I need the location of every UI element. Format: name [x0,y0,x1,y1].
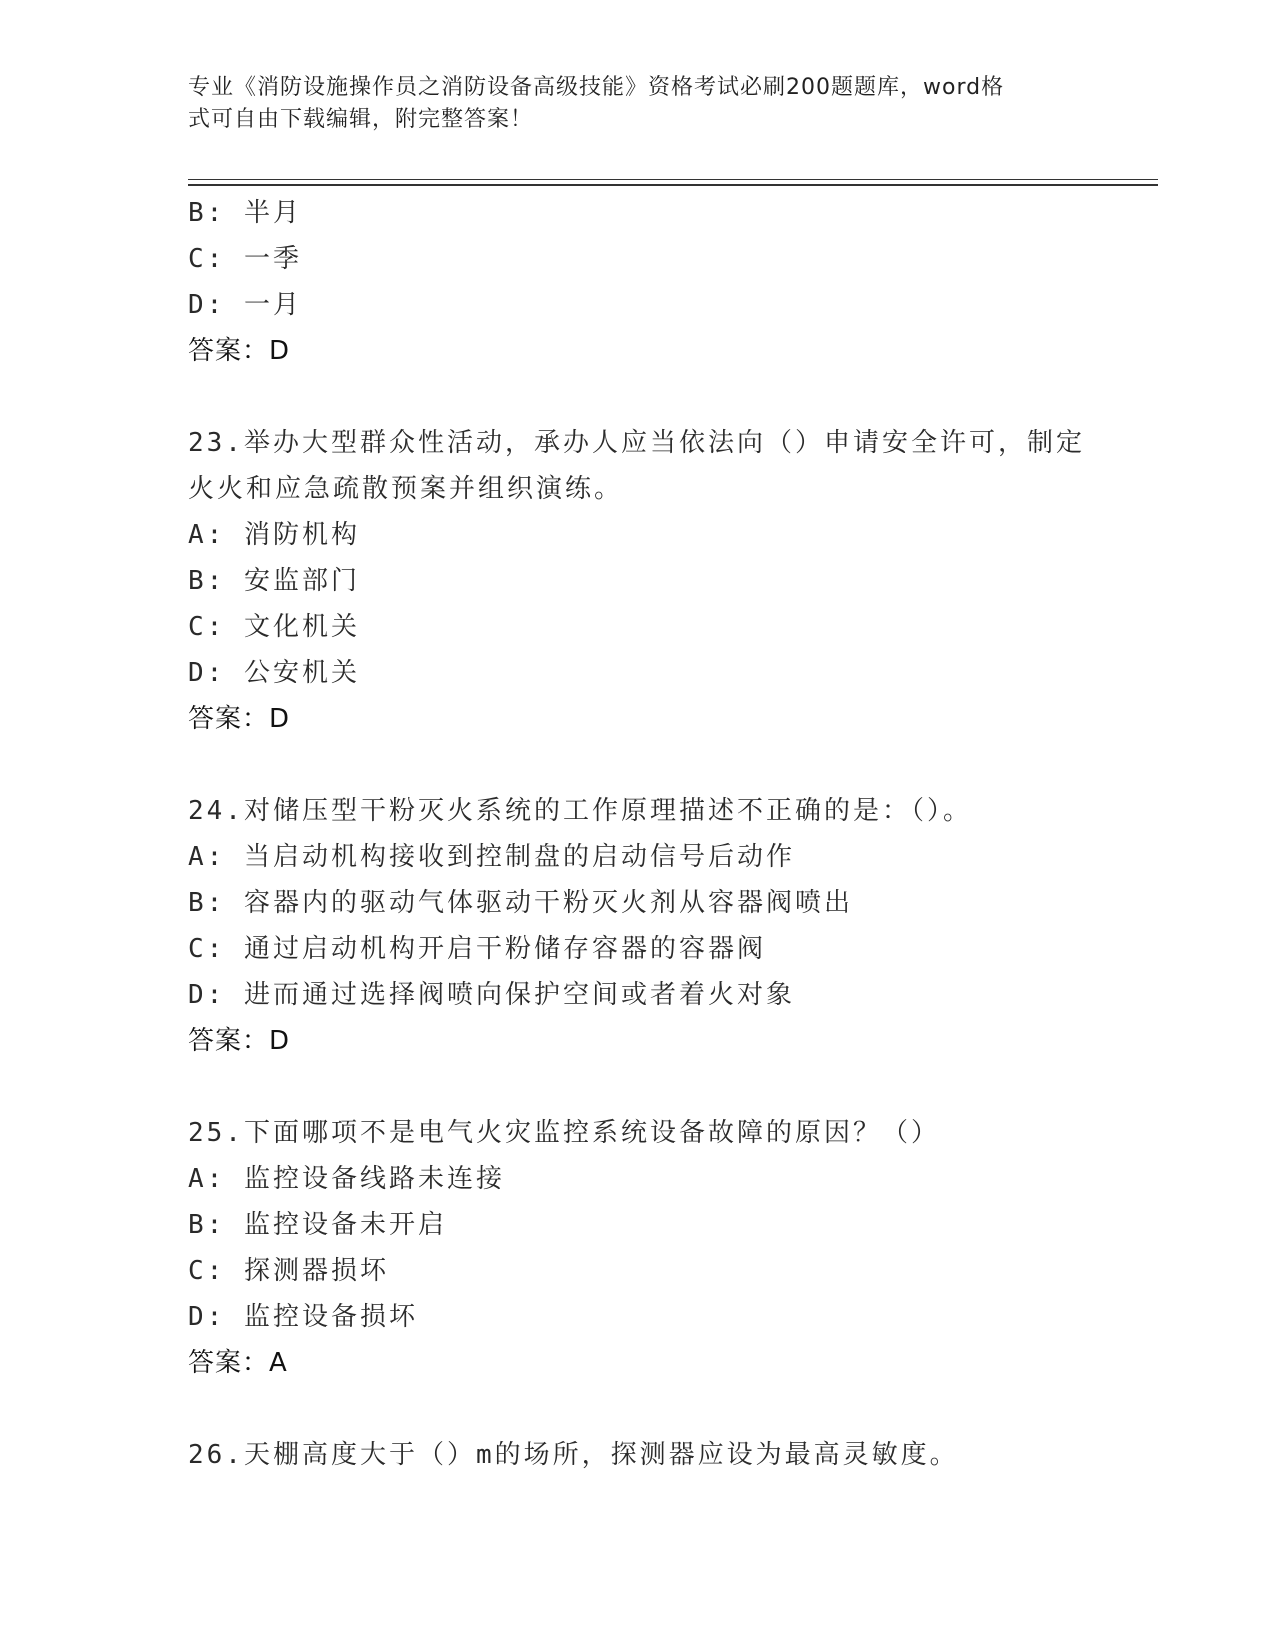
option-d: D: 公安机关 [188,658,360,688]
option-a: A: 当启动机构接收到控制盘的启动信号后动作 [188,842,795,872]
question-23 [188,420,1088,742]
question-22-tail [188,190,1088,374]
answer: 答案：D [188,704,291,734]
header-divider-bottom [188,184,1158,186]
question-text: 25.下面哪项不是电气火灾监控系统设备故障的原因？（） [188,1118,940,1148]
option-c: C: 一季 [188,244,302,274]
spacer [188,374,1088,420]
option-d: D: 进而通过选择阀喷向保护空间或者着火对象 [188,980,795,1010]
option-a: A: 消防机构 [188,520,360,550]
question-26 [188,1432,1088,1478]
option-d: D: 监控设备损坏 [188,1302,418,1332]
spacer [188,742,1088,788]
option-b: B: 容器内的驱动气体驱动干粉灭火剂从容器阀喷出 [188,888,853,918]
answer: 答案：A [188,1348,288,1378]
spacer [188,1386,1088,1432]
option-b: B: 安监部门 [188,566,360,596]
question-25 [188,1110,1088,1386]
option-b: B: 半月 [188,198,302,228]
page-header [188,72,1068,136]
question-text: 23.举办大型群众性活动，承办人应当依法向（）申请安全许可，制定 [188,428,1085,458]
option-b: B: 监控设备未开启 [188,1210,447,1240]
question-text: 26.天棚高度大于（）m的场所，探测器应设为最高灵敏度。 [188,1440,959,1470]
header-divider-top [188,179,1158,180]
question-text-continued: 火火和应急疏散预案并组织演练。 [188,474,624,504]
answer: 答案：D [188,336,291,366]
option-c: C: 通过启动机构开启干粉储存容器的容器阀 [188,934,766,964]
option-c: C: 文化机关 [188,612,360,642]
question-24 [188,788,1088,1064]
question-text: 24.对储压型干粉灭火系统的工作原理描述不正确的是：（）。 [188,796,972,826]
question-list [188,190,1088,1478]
option-d: D: 一月 [188,290,302,320]
header-line-1: 专业《消防设施操作员之消防设备高级技能》资格考试必刷200题题库，word格 [188,75,1005,100]
option-a: A: 监控设备线路未连接 [188,1164,505,1194]
header-line-2: 式可自由下载编辑，附完整答案！ [188,107,534,132]
option-c: C: 探测器损坏 [188,1256,389,1286]
answer: 答案：D [188,1026,291,1056]
spacer [188,1064,1088,1110]
